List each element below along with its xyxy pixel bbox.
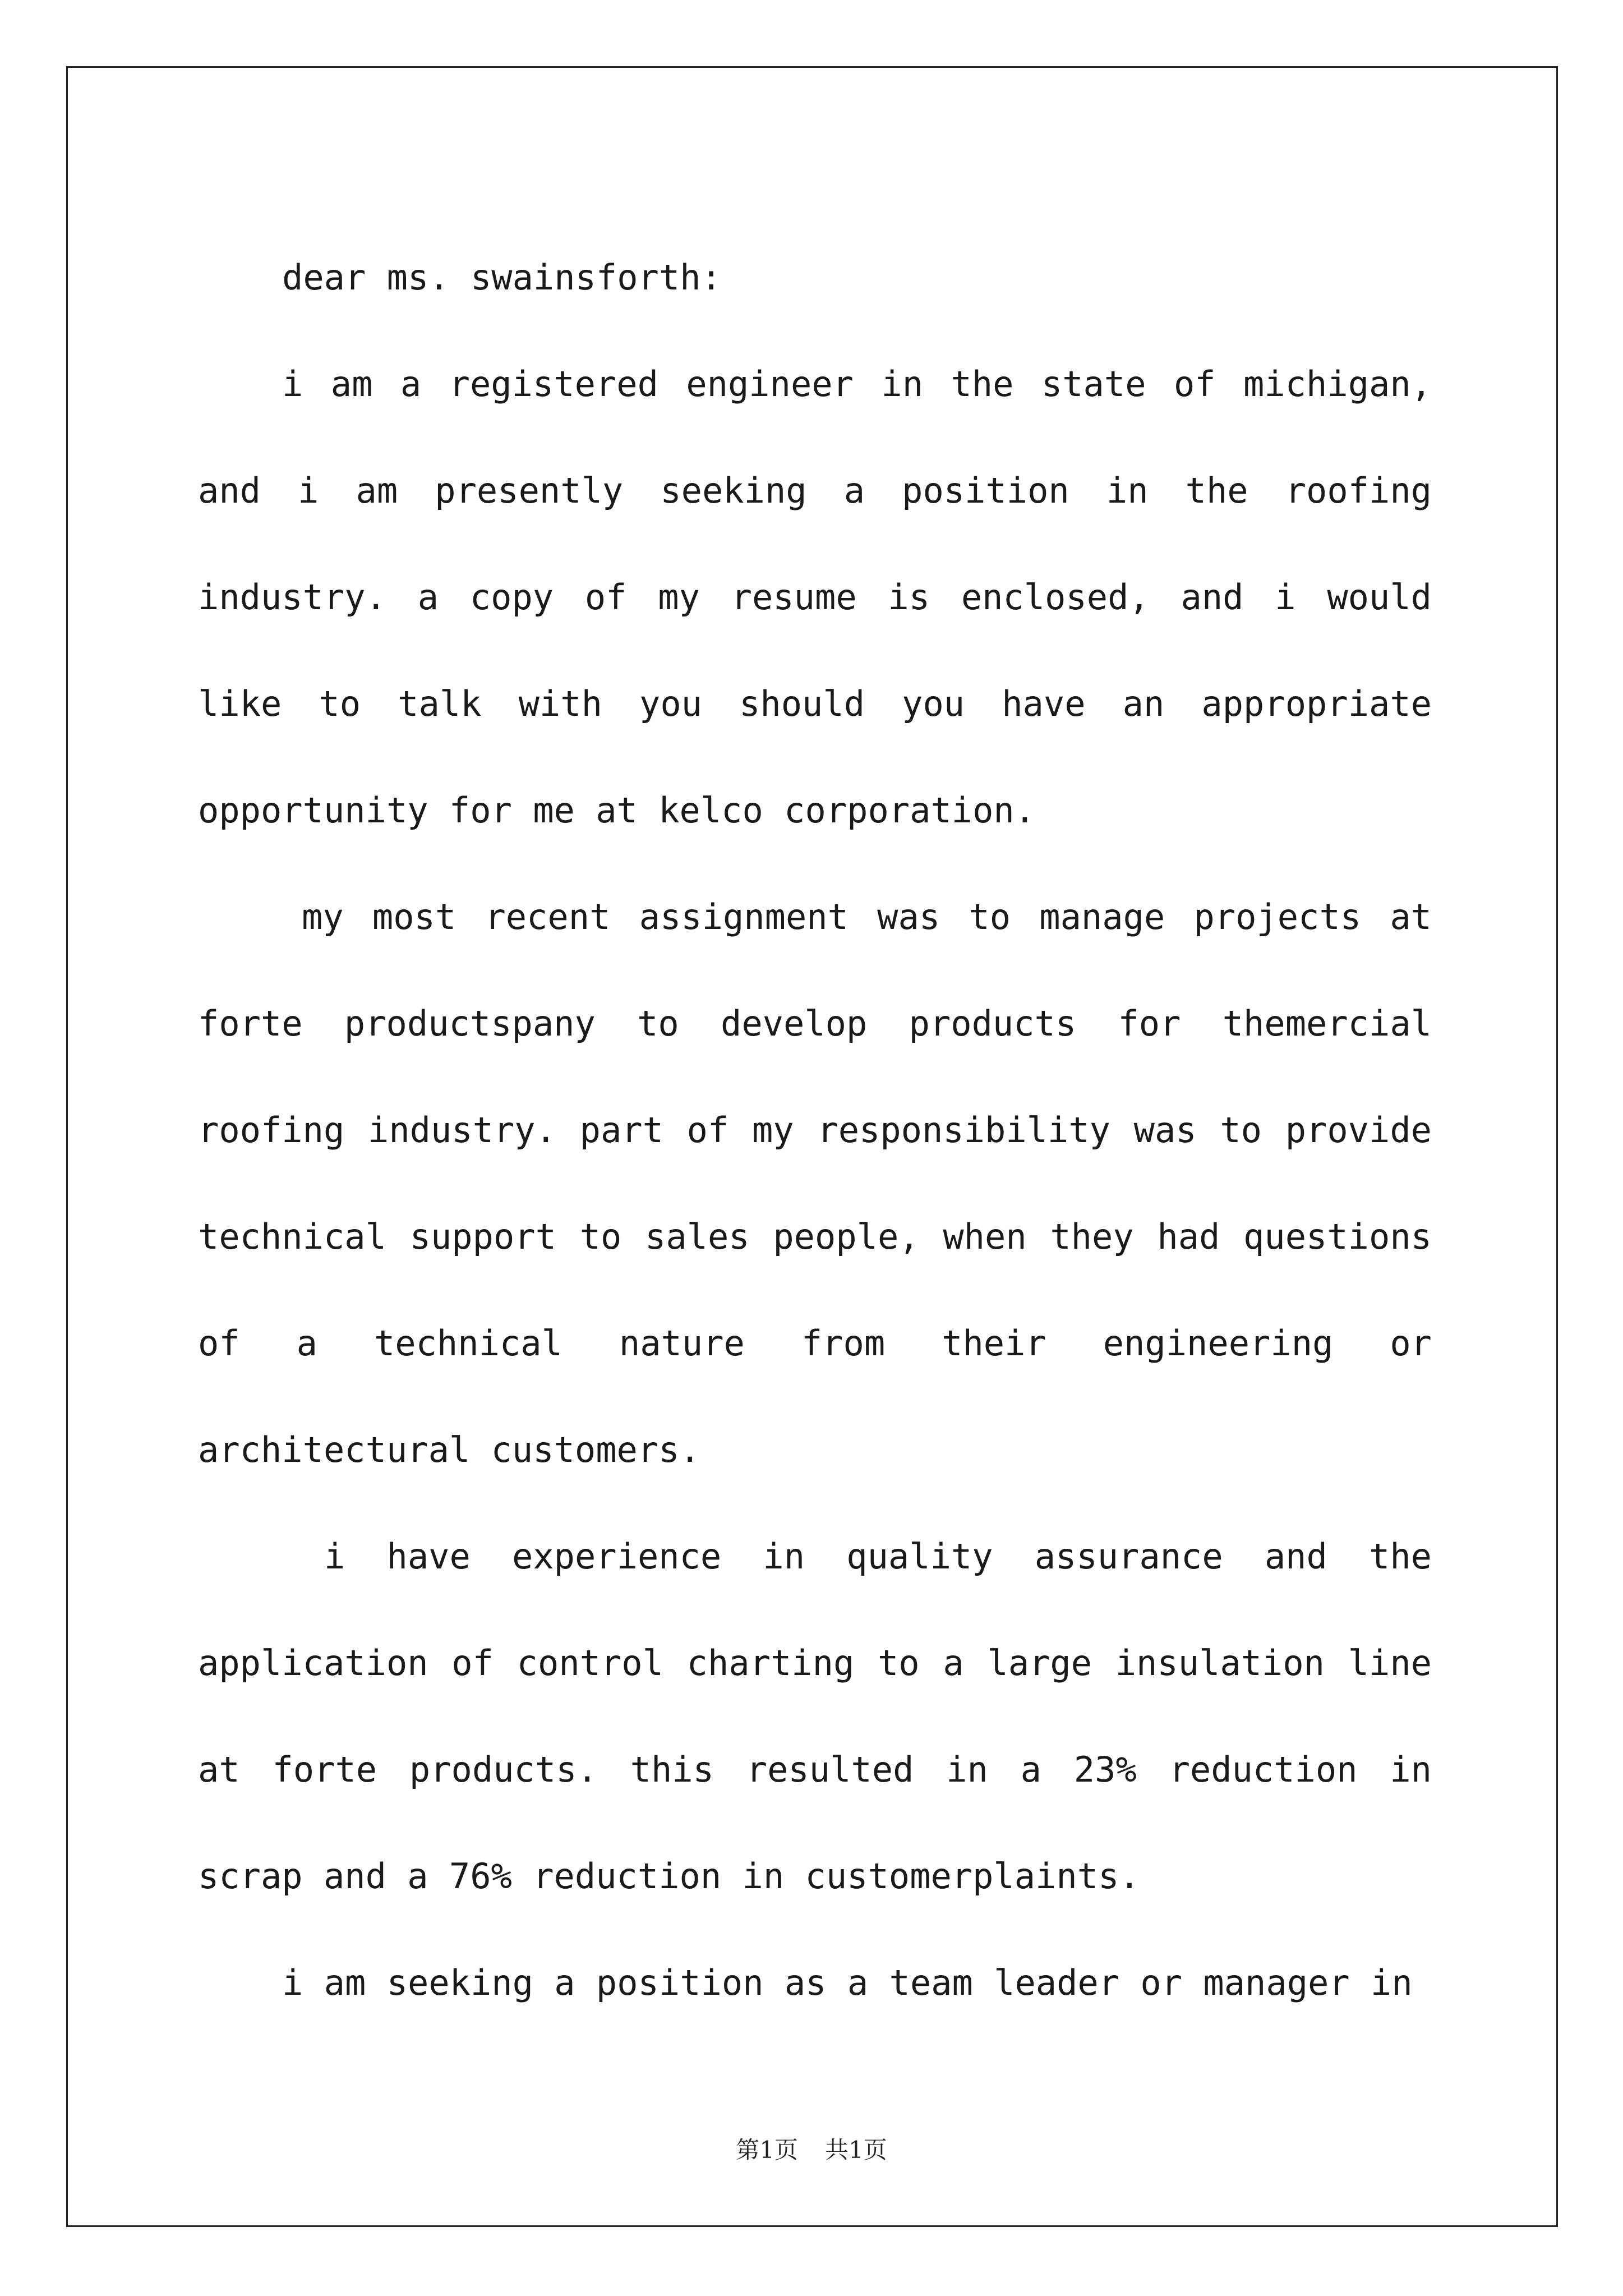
page-number-total: 共1页 bbox=[825, 2136, 887, 2164]
page-number-current: 第1页 bbox=[736, 2136, 798, 2164]
letter-body bbox=[198, 224, 1432, 2036]
paragraph-quality-experience: i have experience in quality assurance and the application of control charting to a large insulation line at forte products. this resulted in a 23% reduction in scrap and a 76% reduction in customerplaints. bbox=[198, 1536, 1432, 1897]
paragraph-introduction: i am a registered engineer in the state of michigan, and i am presently seeking a position in the roofing industry. a copy of my resume is enclosed, and i would like to talk with you should you have an appropriate opportunity for me at kelco corporation. bbox=[198, 364, 1432, 831]
paragraph-seeking-position: i am seeking a position as a team leader or manager in bbox=[282, 1962, 1413, 2003]
page-footer bbox=[0, 2132, 1623, 2165]
salutation: dear ms. swainsforth: bbox=[282, 257, 722, 298]
paragraph-recent-assignment: my most recent assignment was to manage projects at forte productspany to develop products for themercial roofing industry. part of my responsibility was to provide technical support to sales people, when they had questions of a technical nature from their engineering or architectural customers. bbox=[198, 896, 1432, 1470]
